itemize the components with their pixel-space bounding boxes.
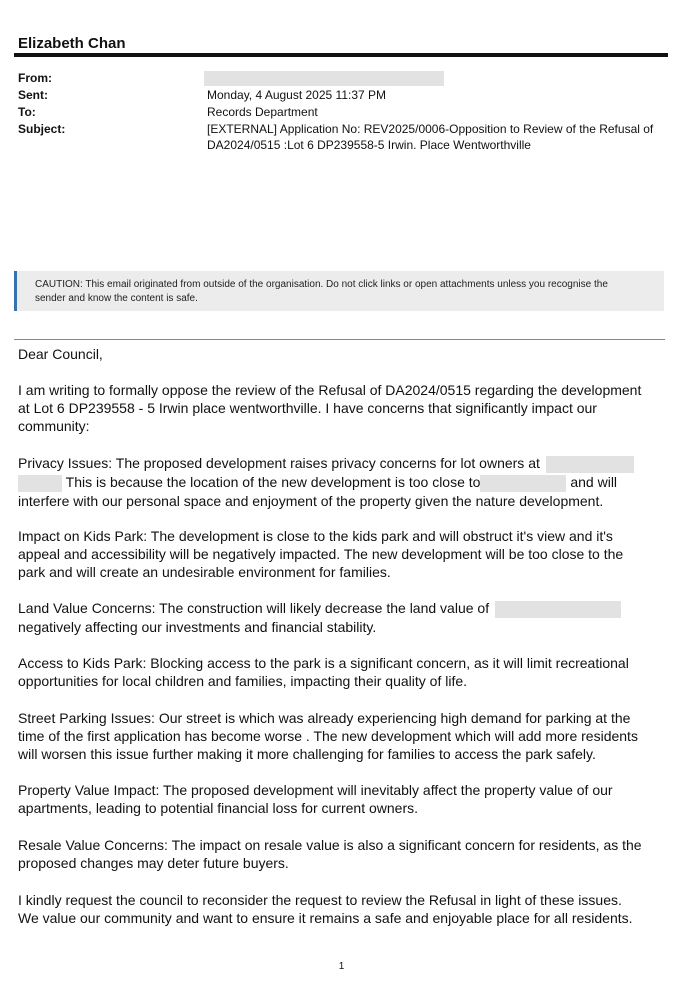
resale-line: Resale Value Concerns: The impact on resale value is also a significant concern for residents, as the [18, 837, 642, 853]
body-divider [14, 339, 665, 340]
kids-park-line: appeal and accessibility will be negatively impacted. The new development will be too close to the [18, 546, 624, 562]
property-value-paragraph [18, 781, 668, 817]
sender-name: Elizabeth Chan [18, 35, 126, 52]
kids-park-paragraph [18, 527, 668, 581]
from-label: From: [18, 71, 52, 85]
access-line: opportunities for local children and families, impacting their quality of life. [18, 673, 468, 689]
redacted-address [546, 456, 634, 473]
closing-paragraph [18, 891, 668, 927]
caution-banner [14, 271, 664, 311]
parking-line: time of the first application has become worse . The new development which will add more residents [18, 728, 638, 744]
privacy-line-2a: This is because the location of the new development is too close to [65, 473, 481, 490]
subject-line-1: [EXTERNAL] Application No: REV2025/0006-Opposition to Review of the Refusal of [207, 122, 654, 136]
kids-park-line: park and will create an undesirable environment for families. [18, 564, 391, 580]
header-rule [14, 53, 668, 57]
redacted-address [480, 475, 566, 492]
subject-line-2: DA2024/0515 :Lot 6 DP239558-5 Irwin. Place Wentworthville [207, 138, 531, 152]
intro-paragraph [18, 381, 668, 435]
property-value-line: apartments, leading to potential financial loss for current owners. [18, 800, 418, 816]
access-line: Access to Kids Park: Blocking access to the park is a significant concern, as it will limit recreational [18, 655, 629, 671]
sent-label: Sent: [18, 88, 48, 102]
property-value-line: Property Value Impact: The proposed development will inevitably affect the property value of our [18, 782, 613, 798]
land-value-line-2: negatively affecting our investments and financial stability. [18, 618, 377, 635]
resale-line: proposed changes may deter future buyers. [18, 855, 289, 871]
redacted-address [495, 601, 621, 618]
intro-line: I am writing to formally oppose the review of the Refusal of DA2024/0515 regarding the development [18, 382, 642, 398]
from-value-redacted [204, 70, 654, 86]
page-number: 1 [338, 961, 345, 972]
parking-line: will worsen this issue further making it more challenging for families to access the park safely. [18, 746, 596, 762]
sent-value: Monday, 4 August 2025 11:37 PM [207, 88, 387, 102]
land-value-paragraph [18, 599, 668, 636]
privacy-line-1: Privacy Issues: The proposed development raises privacy concerns for lot owners at [18, 455, 540, 471]
privacy-paragraph [18, 454, 668, 510]
to-value: Records Department [207, 105, 318, 119]
kids-park-line: Impact on Kids Park: The development is close to the kids park and will obstruct it's view and it's [18, 528, 613, 544]
subject-label: Subject: [18, 122, 66, 136]
resale-paragraph [18, 836, 668, 872]
closing-line: I kindly request the council to reconsider the request to review the Refusal in light of these issues. [18, 892, 622, 908]
redacted-address [18, 475, 62, 492]
caution-line-2: sender and know the content is safe. [35, 293, 198, 304]
intro-line: community: [18, 418, 90, 434]
intro-line: at Lot 6 DP239558 - 5 Irwin place wentworthville. I have concerns that significantly impact our [18, 400, 597, 416]
closing-line: We value our community and want to ensure it remains a safe and enjoyable place for all residents. [18, 910, 633, 926]
privacy-line-2b: and will [570, 473, 618, 490]
parking-paragraph [18, 709, 668, 763]
parking-line: Street Parking Issues: Our street is which was already experiencing high demand for parking at the [18, 710, 631, 726]
caution-line-1: CAUTION: This email originated from outside of the organisation. Do not click links or open attachments unless you recognise the [35, 279, 608, 290]
access-paragraph [18, 654, 668, 690]
privacy-line-3: interfere with our personal space and enjoyment of the property given the nature development. [18, 492, 604, 509]
greeting: Dear Council, [18, 346, 103, 362]
land-value-line-1: Land Value Concerns: The construction will likely decrease the land value of [18, 600, 490, 616]
to-label: To: [18, 105, 36, 119]
